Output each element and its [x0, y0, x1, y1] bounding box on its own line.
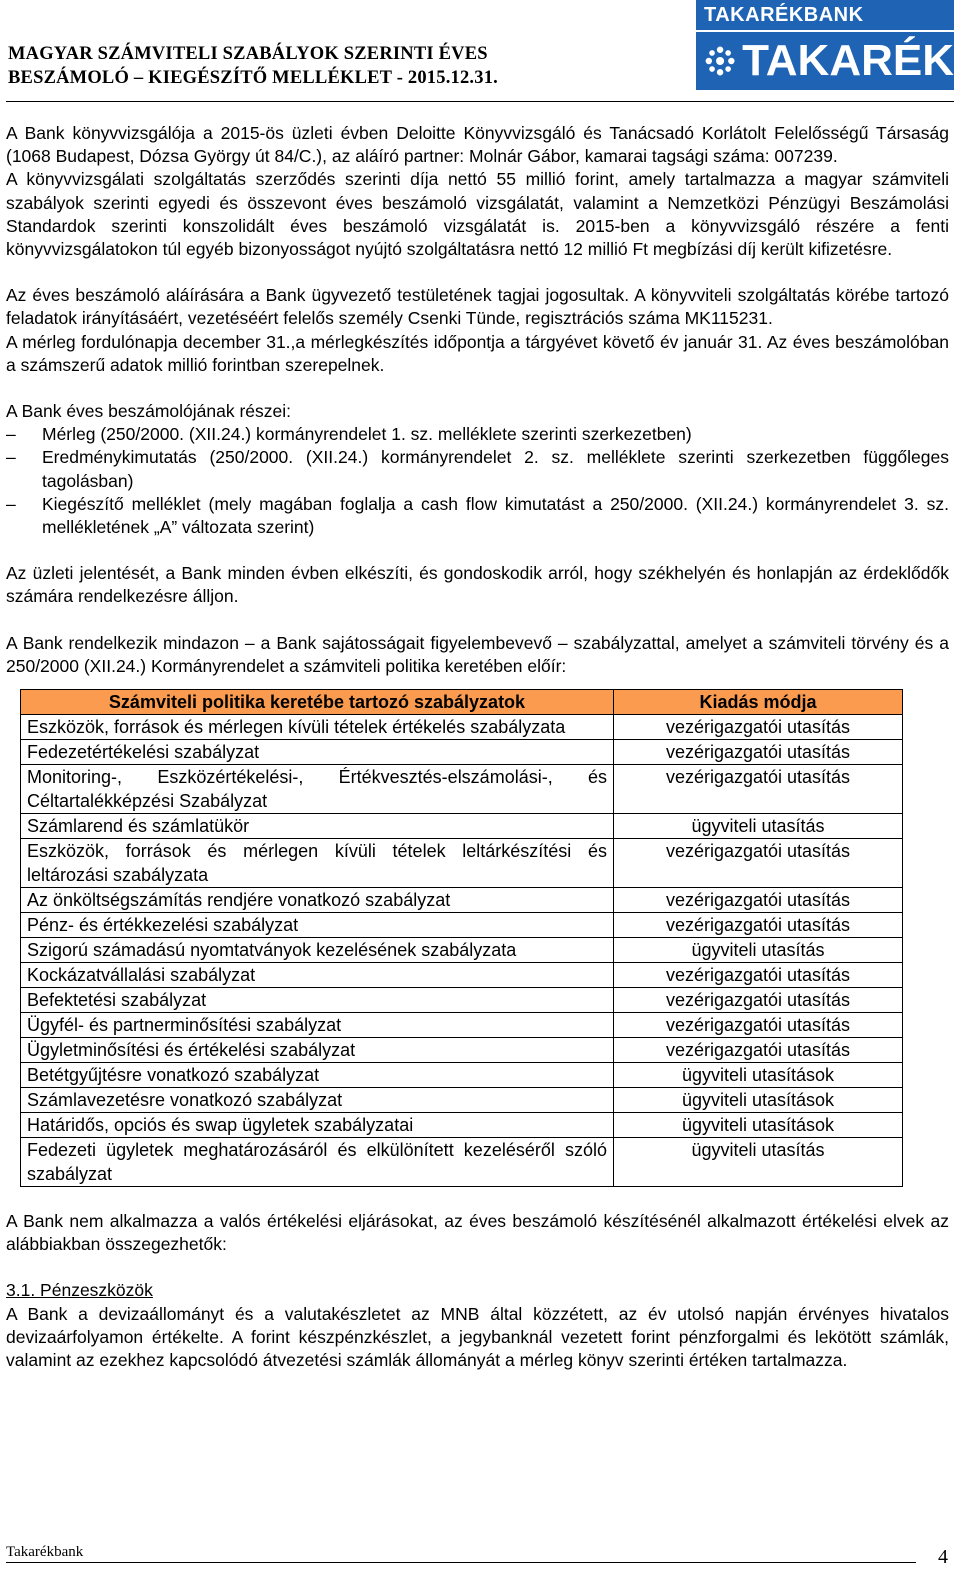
- table-row: [21, 913, 903, 938]
- list-item: [6, 423, 949, 446]
- signing-paragraph: Az éves beszámoló aláírására a Bank ügyvezető testületének tagjai jogosultak. A könyvviteli szolgáltatás körébe tartozó feladatok irányításáért, vezetéséért felelős személy Csenki Tünde, regisztrációs száma MK115231.: [6, 285, 949, 329]
- table-row: [21, 1088, 903, 1113]
- policy-intro-paragraph: A Bank rendelkezik mindazon – a Bank sajátosságait figyelembevevő – szabályzattal, amelyet a számviteli törvény és a 250/2000 (XII.24.) Kormányrendelet a számviteli politika keretében előír:: [6, 632, 949, 676]
- document-body: [6, 122, 949, 1372]
- list-item-text: Mérleg (250/2000. (XII.24.) kormányrendelet 1. sz. melléklete szerinti szerkezetben): [42, 424, 692, 445]
- policy-name-cell: Eszközök, források és mérlegen kívüli tételek leltárkészítési és leltározási szabályzata: [21, 839, 614, 888]
- logo-cross-icon: [704, 41, 736, 81]
- policy-name-cell: Betétgyűjtésre vonatkozó szabályzat: [21, 1063, 614, 1088]
- issue-mode-cell: ügyviteli utasítás: [614, 938, 903, 963]
- document-title: [8, 42, 498, 90]
- issue-mode-cell: vezérigazgatói utasítás: [614, 963, 903, 988]
- table-row: [21, 938, 903, 963]
- list-item-text: Kiegészítő melléklet (mely magában foglalja a cash flow kimutatást a 250/2000. (XII.24.) kormányrendelet 3. sz. mellékletének „A” változata szerint): [42, 493, 949, 538]
- issue-mode-cell: vezérigazgatói utasítás: [614, 715, 903, 740]
- policy-name-cell: Szigorú számadású nyomtatványok kezelésének szabályzata: [21, 938, 614, 963]
- page-number: 4: [938, 1546, 948, 1568]
- cash-paragraph: A Bank a devizaállományt és a valutakészletet az MNB által közzétett, az év utolsó napján érvényes hivatalos devizaárfolyamon értékelte. A forint készpénzkészlet, a jegybanknál vezetett forint pénzforgalmi és lekötött számlák, valamint az ezekhez kapcsolódó átvezetési számlák állományát a mérleg könyv szerinti értéken tartalmazza.: [6, 1303, 949, 1371]
- table-row: [21, 839, 903, 888]
- issue-mode-cell: vezérigazgatói utasítás: [614, 1038, 903, 1063]
- logo-bottom: [696, 32, 954, 90]
- table-row: [21, 988, 903, 1013]
- list-item: [6, 493, 949, 539]
- issue-mode-cell: vezérigazgatói utasítás: [614, 913, 903, 938]
- issue-mode-cell: vezérigazgatói utasítás: [614, 888, 903, 913]
- dash-bullet: –: [6, 493, 16, 514]
- business-report-paragraph: Az üzleti jelentését, a Bank minden évben elkészíti, és gondoskodik arról, hogy székhelyén és honlapján az érdeklődők számára rendelkezésre álljon.: [6, 563, 949, 607]
- page-header: [6, 0, 954, 104]
- title-line-2: BESZÁMOLÓ – KIEGÉSZÍTŐ MELLÉKLET - 2015.12.31.: [8, 68, 498, 88]
- table-row: [21, 963, 903, 988]
- table-row: [21, 740, 903, 765]
- policy-name-cell: Számlavezetésre vonatkozó szabályzat: [21, 1088, 614, 1113]
- policy-name-cell: Kockázatvállalási szabályzat: [21, 963, 614, 988]
- issue-mode-cell: ügyviteli utasítások: [614, 1113, 903, 1138]
- audit-fee-paragraph: A könyvvizsgálati szolgáltatás szerződés szerinti díja nettó 55 millió forint, amely tartalmazza a magyar számviteli szabályok szerinti egyedi és összevont éves beszámoló vizsgálatát, valamint a Nemzetközi Pénzügyi Beszámolási Standardok szerinti konszolidált éves beszámoló vizsgálatát is. 2015-ben a könyvvizsgáló részére a fenti könyvvizsgálatokon túl egyéb bizonyosságot nyújtó szolgáltatásra nettó 12 millió Ft megbízási díj került kifizetésre.: [6, 169, 949, 260]
- takarekbank-logo: [696, 0, 954, 88]
- header-divider: [6, 101, 954, 102]
- policy-name-cell: Pénz- és értékkezelési szabályzat: [21, 913, 614, 938]
- policy-name-cell: Eszközök, források és mérlegen kívüli tételek értékelés szabályzata: [21, 715, 614, 740]
- report-parts-list: [6, 423, 949, 539]
- parts-intro: A Bank éves beszámolójának részei:: [6, 401, 292, 422]
- dash-bullet: –: [6, 447, 16, 468]
- issue-mode-cell: vezérigazgatói utasítás: [614, 988, 903, 1013]
- policy-name-cell: Fedezeti ügyletek meghatározásáról és elkülönített kezeléséről szóló szabályzat: [21, 1138, 614, 1187]
- table-row: [21, 888, 903, 913]
- logo-bottom-text: TAKARÉK: [742, 36, 954, 85]
- page-footer: [6, 1540, 950, 1572]
- policy-name-cell: Ügyletminősítési és értékelési szabályzat: [21, 1038, 614, 1063]
- table-header-row: [21, 690, 903, 715]
- table-row: [21, 1113, 903, 1138]
- table-row: [21, 1013, 903, 1038]
- auditor-paragraph: A Bank könyvvizsgálója a 2015-ös üzleti évben Deloitte Könyvvizsgáló és Tanácsadó Korlátolt Felelősségű Társaság (1068 Budapest, Dózsa György út 84/C.), az aláíró partner: Molnár Gábor, kamarai tagsági száma: 007239.: [6, 123, 949, 167]
- footer-divider: [6, 1562, 916, 1563]
- logo-top-text: TAKARÉKBANK: [696, 0, 954, 30]
- issue-mode-cell: vezérigazgatói utasítás: [614, 1013, 903, 1038]
- column-header-rule: Számviteli politika keretébe tartozó szabályzatok: [21, 690, 614, 715]
- issue-mode-cell: ügyviteli utasítások: [614, 1088, 903, 1113]
- issue-mode-cell: ügyviteli utasítás: [614, 814, 903, 839]
- list-item: [6, 446, 949, 492]
- title-line-1: MAGYAR SZÁMVITELI SZABÁLYOK SZERINTI ÉVES: [8, 44, 488, 64]
- issue-mode-cell: ügyviteli utasítások: [614, 1063, 903, 1088]
- column-header-mode: Kiadás módja: [614, 690, 903, 715]
- table-row: [21, 1138, 903, 1187]
- policy-name-cell: Fedezetértékelési szabályzat: [21, 740, 614, 765]
- policy-name-cell: Befektetési szabályzat: [21, 988, 614, 1013]
- table-row: [21, 715, 903, 740]
- accounting-policy-table: [20, 689, 903, 1187]
- table-row: [21, 1038, 903, 1063]
- footer-company: Takarékbank: [6, 1544, 84, 1560]
- policy-name-cell: Számlarend és számlatükör: [21, 814, 614, 839]
- list-item-text: Eredménykimutatás (250/2000. (XII.24.) kormányrendelet 2. sz. melléklete szerinti szerkezetben függőleges tagolásban): [42, 447, 949, 491]
- table-row: [21, 765, 903, 814]
- table-row: [21, 814, 903, 839]
- issue-mode-cell: ügyviteli utasítás: [614, 1138, 903, 1187]
- section-heading-cash: 3.1. Pénzeszközök: [6, 1280, 153, 1301]
- issue-mode-cell: vezérigazgatói utasítás: [614, 765, 903, 814]
- issue-mode-cell: vezérigazgatói utasítás: [614, 740, 903, 765]
- issue-mode-cell: vezérigazgatói utasítás: [614, 839, 903, 888]
- table-row: [21, 1063, 903, 1088]
- policy-name-cell: Monitoring-, Eszközértékelési-, Értékvesztés-elszámolási-, és Céltartalékképzési Szabályzat: [21, 765, 614, 814]
- policy-name-cell: Az önköltségszámítás rendjére vonatkozó szabályzat: [21, 888, 614, 913]
- policy-name-cell: Határidős, opciós és swap ügyletek szabályzatai: [21, 1113, 614, 1138]
- dash-bullet: –: [6, 424, 16, 445]
- valuation-paragraph: A Bank nem alkalmazza a valós értékelési eljárásokat, az éves beszámoló készítésénél alkalmazott értékelési elvek az alábbiakban összegezhetők:: [6, 1211, 949, 1255]
- balance-date-paragraph: A mérleg fordulónapja december 31.,a mérlegkészítés időpontja a tárgyévet követő év január 31. Az éves beszámolóban a számszerű adatok millió forintban szerepelnek.: [6, 331, 949, 375]
- policy-name-cell: Ügyfél- és partnerminősítési szabályzat: [21, 1013, 614, 1038]
